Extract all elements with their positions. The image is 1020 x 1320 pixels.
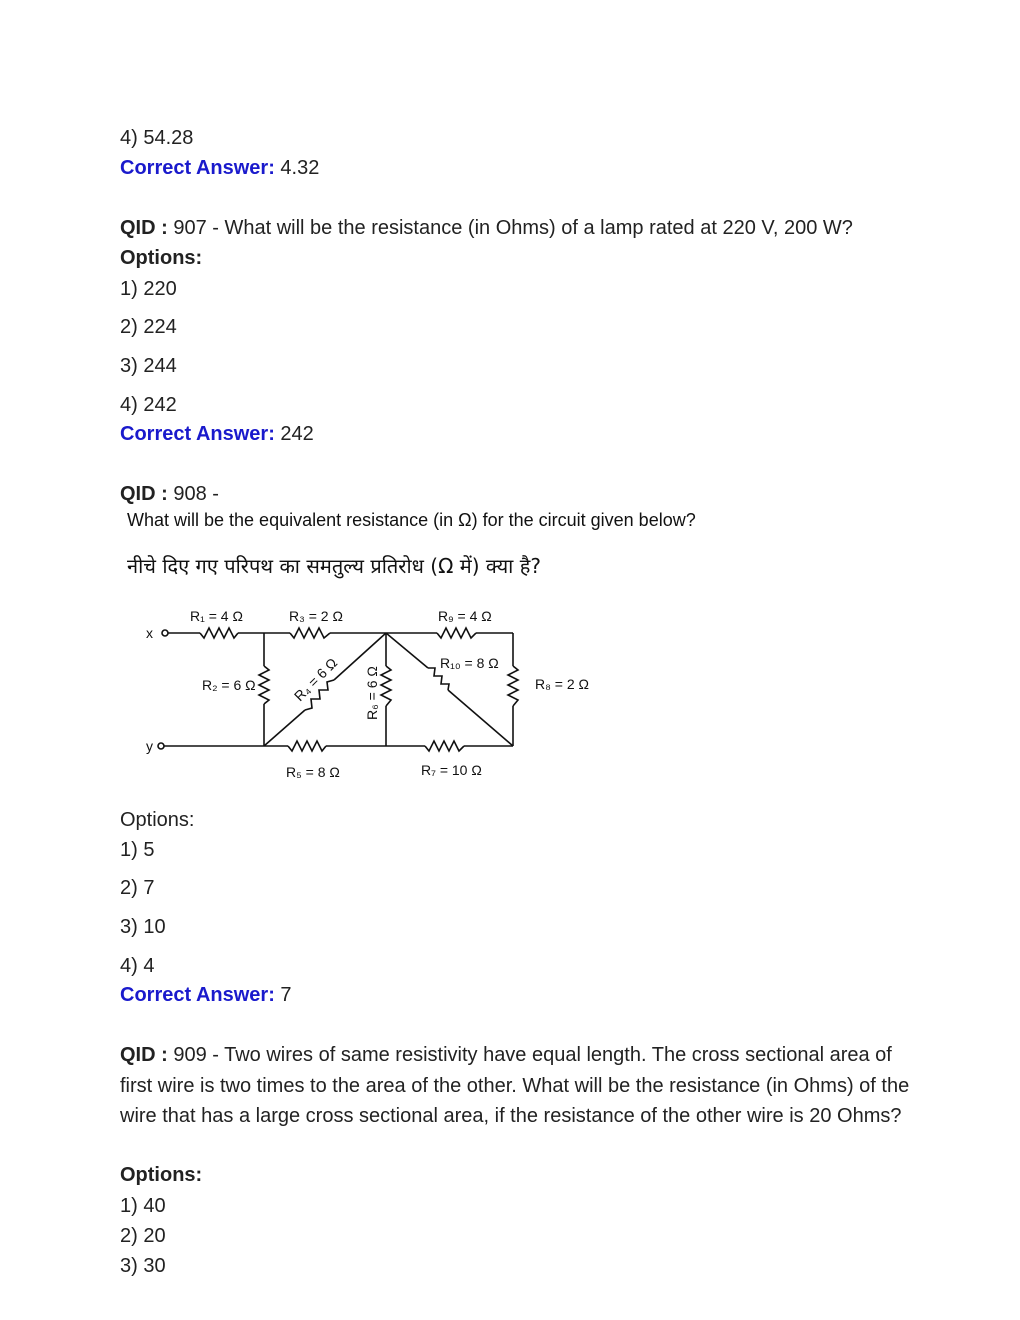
resistor-r6: [381, 666, 391, 706]
q907-option-1: 1) 220: [120, 278, 177, 300]
answer-label: Correct Answer:: [120, 984, 275, 1006]
label-r1: R₁ = 4 Ω: [190, 608, 243, 624]
label-r5: R₅ = 8 Ω: [286, 764, 340, 780]
label-r9: R₉ = 4 Ω: [438, 608, 492, 624]
question-907: [120, 213, 853, 243]
resistor-r2: [259, 666, 269, 704]
q909-option-1: 1) 40: [120, 1195, 166, 1217]
label-r10: R₁₀ = 8 Ω: [440, 655, 499, 671]
resistor-r8: [508, 666, 518, 706]
qid-label: QID :: [120, 1044, 168, 1066]
q907-option-2: 2) 224: [120, 316, 177, 338]
resistor-r1: [200, 628, 238, 638]
label-r8: R₈ = 2 Ω: [535, 676, 590, 692]
q909-option-3: 3) 30: [120, 1255, 166, 1277]
label-r6: R₆ = 6 Ω: [364, 666, 380, 720]
prev-option-4: 4) 54.28: [120, 127, 194, 149]
question-text: 907 - What will be the resistance (in Ohms) of a lamp rated at 220 V, 200 W?: [167, 217, 853, 239]
resistor-r10: [428, 668, 449, 690]
qid-label: QID :: [120, 217, 168, 239]
question-908-hindi: नीचे दिए गए परिपथ का समतुल्य प्रतिरोध (Ω में) क्या है?: [127, 554, 541, 578]
label-r4: R₄ = 6 Ω: [290, 654, 341, 705]
q908-option-2: 2) 7: [120, 877, 155, 899]
options-label: Options:: [120, 809, 195, 831]
qid-label: QID :: [120, 483, 168, 505]
prev-correct-answer: [120, 153, 319, 183]
resistor-r5: [288, 741, 326, 751]
q908-option-1: 1) 5: [120, 839, 155, 861]
terminal-y: y: [146, 738, 153, 754]
q908-correct-answer: [120, 980, 292, 1010]
label-r2: R₂ = 6 Ω: [202, 677, 256, 693]
q909-option-2: 2) 20: [120, 1225, 166, 1247]
options-label: Options:: [120, 247, 203, 269]
resistor-r3: [290, 628, 330, 638]
q908-option-3: 3) 10: [120, 916, 166, 938]
q908-option-4: 4) 4: [120, 955, 155, 977]
resistor-r4: [305, 680, 334, 710]
label-r7: R₇ = 10 Ω: [421, 762, 482, 778]
question-908-english: What will be the equivalent resistance (in Ω) for the circuit given below?: [127, 510, 696, 530]
q907-correct-answer: [120, 419, 314, 449]
answer-value: 7: [274, 984, 292, 1006]
answer-value: 4.32: [274, 157, 320, 179]
q907-option-4: 4) 242: [120, 394, 177, 416]
options-label: Options:: [120, 1164, 203, 1186]
terminal-x: x: [146, 625, 153, 641]
answer-value: 242: [274, 423, 314, 445]
answer-label: Correct Answer:: [120, 157, 275, 179]
answer-label: Correct Answer:: [120, 423, 275, 445]
question-text: 908 -: [167, 483, 219, 505]
resistor-r9: [437, 628, 476, 638]
resistor-r7: [425, 741, 464, 751]
q907-option-3: 3) 244: [120, 355, 177, 377]
question-908: [120, 479, 219, 509]
question-909: [120, 1040, 910, 1132]
question-text: 909 - Two wires of same resistivity have equal length. The cross sectional area of first wire is two times to the area of the other. What will be the resistance (in Ohms) of the wire that has a large cross sectional area, if the resistance of the other wire is 20 Ohms?: [120, 1044, 910, 1127]
label-r3: R₃ = 2 Ω: [289, 608, 343, 624]
